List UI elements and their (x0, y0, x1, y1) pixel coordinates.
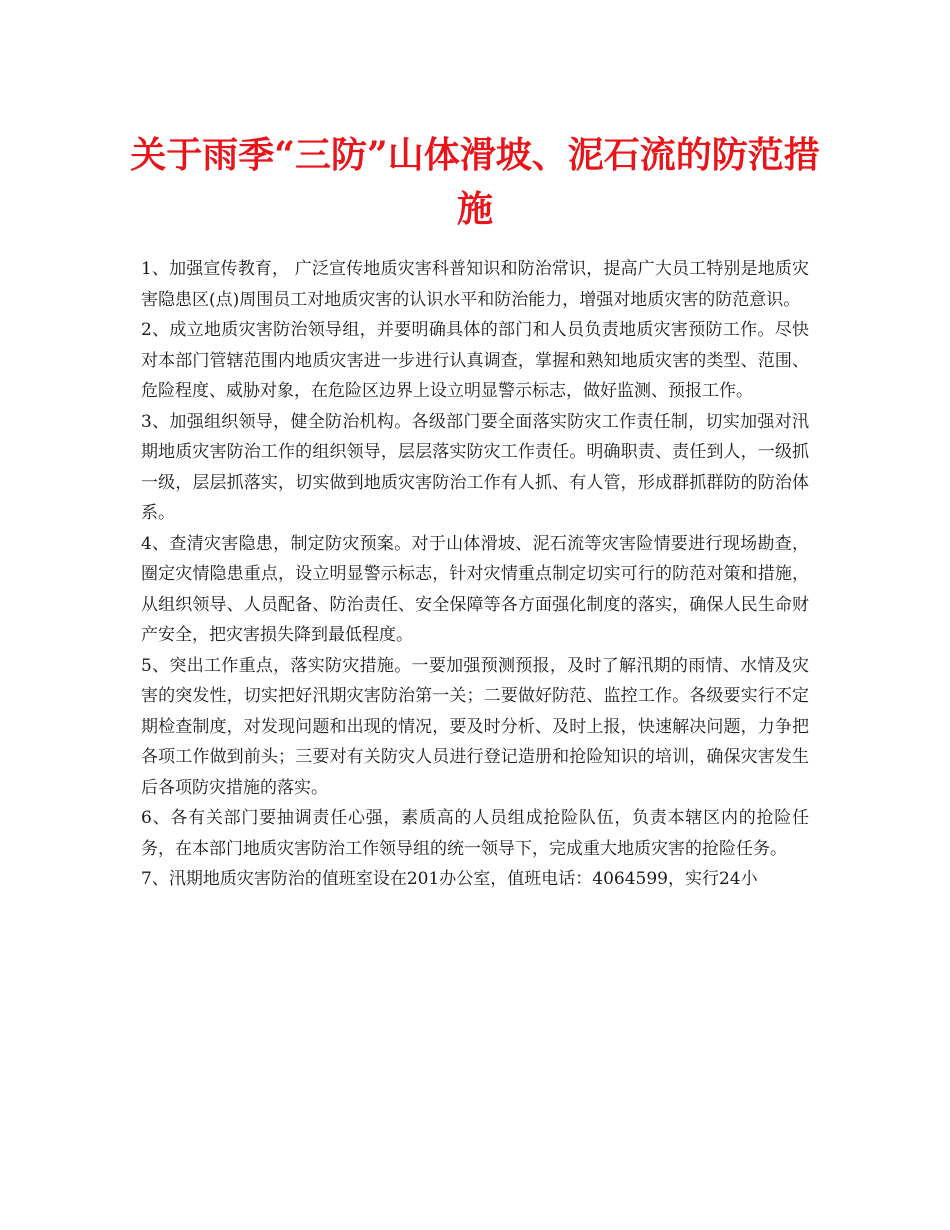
paragraph-5: 5、突出工作重点，落实防灾措施。一要加强预测预报，及时了解汛期的雨情、水情及灾害的突发性，切实把好汛期灾害防治第一关；二要做好防范、监控工作。各级要实行不定期检查制度，对发现问题和出现的情况，要及时分析、及时上报，快速解决问题，力争把各项工作做到前头；三要对有关防灾人员进行登记造册和抢险知识的培训，确保灾害发生后各项防灾措施的落实。 (141, 655, 809, 798)
document-title: 关于雨季“三防”山体滑坡、泥石流的防范措施 (130, 134, 820, 230)
document-body (141, 254, 809, 895)
paragraph-2: 2、成立地质灾害防治领导组，并要明确具体的部门和人员负责地质灾害预防工作。尽快对本部门管辖范围内地质灾害进一步进行认真调查，掌握和熟知地质灾害的类型、范围、危险程度、威胁对象，在危险区边界上设立明显警示标志，做好监测、预报工作。 (141, 320, 809, 401)
paragraph-4: 4、查清灾害隐患，制定防灾预案。对于山体滑坡、泥石流等灾害险情要进行现场勘查，圈定灾情隐患重点，设立明显警示标志，针对灾情重点制定切实可行的防范对策和措施，从组织领导、人员配备、防治责任、安全保障等各方面强化制度的落实，确保人民生命财产安全，把灾害损失降到最低程度。 (141, 533, 809, 645)
paragraph-3: 3、加强组织领导，健全防治机构。各级部门要全面落实防灾工作责任制，切实加强对汛期地质灾害防治工作的组织领导，层层落实防灾工作责任。明确职责、责任到人，一级抓一级，层层抓落实，切实做到地质灾害防治工作有人抓、有人管，形成群抓群防的防治体系。 (141, 411, 809, 523)
paragraph-1: 1、加强宣传教育， 广泛宣传地质灾害科普知识和防治常识，提高广大员工特别是地质灾害隐患区(点)周围员工对地质灾害的认识水平和防治能力，增强对地质灾害的防范意识。 (141, 259, 809, 310)
paragraph-6: 6、各有关部门要抽调责任心强，素质高的人员组成抢险队伍，负责本辖区内的抢险任务，在本部门地质灾害防治工作领导组的统一领导下，完成重大地质灾害的抢险任务。 (141, 808, 809, 859)
paragraph-7: 7、汛期地质灾害防治的值班室设在201办公室，值班电话：4064599，实行24小 (141, 869, 758, 889)
